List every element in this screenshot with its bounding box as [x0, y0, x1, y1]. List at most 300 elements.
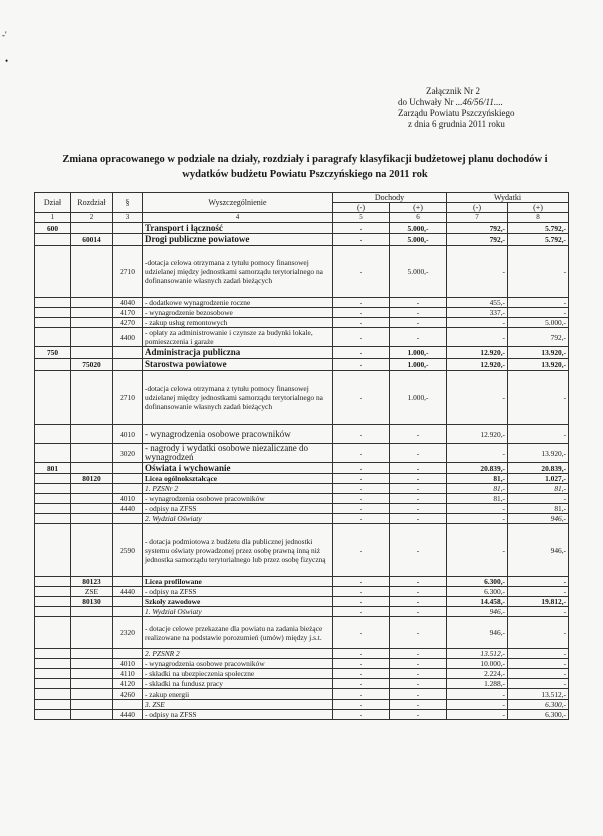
income-increase: -: [390, 524, 447, 577]
income-increase: -: [390, 484, 447, 494]
income-increase: -: [390, 514, 447, 524]
item-description: - nagrody i wydatki osobowe niezaliczane do wynagrodzeń: [143, 444, 333, 463]
table-row: [35, 318, 569, 328]
section-code: 750: [35, 347, 71, 359]
expense-increase: 13.512,-: [508, 689, 569, 700]
expense-decrease: 81,-: [447, 474, 508, 484]
expense-decrease: 20.839,-: [447, 463, 508, 474]
expense-increase: 13.920,-: [508, 359, 569, 371]
income-increase: -: [390, 444, 447, 463]
paragraph-code: 4040: [113, 298, 143, 308]
document-title: Zmiana opracowanego w podziale na działy, rozdziały i paragrafy klasyfikacji budżetowej planu dochodów i wydatków budżetu Powiatu Pszczyńskiego na 2011 rok: [62, 154, 548, 180]
income-increase: -: [390, 689, 447, 700]
section-code: [35, 484, 71, 494]
income-decrease: -: [333, 328, 390, 347]
income-increase: -: [390, 328, 447, 347]
table-row: [35, 514, 569, 524]
item-description: 2. PZSNR 2: [143, 649, 333, 659]
paragraph-code: 4440: [113, 587, 143, 597]
income-increase: 5.000,-: [390, 246, 447, 298]
item-description: - odpisy na ZFSS: [143, 504, 333, 514]
income-decrease: -: [333, 425, 390, 444]
income-decrease: -: [333, 617, 390, 649]
income-increase: -: [390, 308, 447, 318]
expense-decrease: -: [447, 318, 508, 328]
expense-increase: 792,-: [508, 328, 569, 347]
chapter-code: [71, 328, 113, 347]
expense-increase: -: [508, 371, 569, 425]
item-description: -dotacja celowa otrzymana z tytułu pomocy finansowej udzielanej między jednostkami samorządu terytorialnego na dofinansowanie własnych zadań bieżących: [143, 246, 333, 298]
table-row: [35, 679, 569, 689]
item-description: Drogi publiczne powiatowe: [143, 234, 333, 246]
expense-decrease: 12.920,-: [447, 359, 508, 371]
income-decrease: -: [333, 463, 390, 474]
item-description: 1. Wydział Oświaty: [143, 607, 333, 617]
income-decrease: -: [333, 371, 390, 425]
income-increase: -: [390, 494, 447, 504]
income-decrease: -: [333, 474, 390, 484]
section-code: [35, 246, 71, 298]
header-rozdzial: Rozdział: [71, 193, 113, 213]
expense-increase: -: [508, 494, 569, 504]
item-description: - odpisy na ZFSS: [143, 587, 333, 597]
table-row: [35, 587, 569, 597]
expense-decrease: 6.300,-: [447, 577, 508, 587]
chapter-code: [71, 710, 113, 720]
income-decrease: -: [333, 679, 390, 689]
item-description: - wynagrodzenia osobowe pracowników: [143, 494, 333, 504]
expense-decrease: -: [447, 444, 508, 463]
header-income-minus: (-): [333, 203, 390, 213]
chapter-code: [71, 444, 113, 463]
table-row: [35, 298, 569, 308]
chapter-code: [71, 318, 113, 328]
paragraph-code: 4010: [113, 425, 143, 444]
chapter-code: [71, 347, 113, 359]
expense-increase: 20.839,-: [508, 463, 569, 474]
expense-decrease: -: [447, 700, 508, 710]
expense-increase: -: [508, 298, 569, 308]
expense-increase: -: [508, 617, 569, 649]
section-code: [35, 689, 71, 700]
expense-increase: 13.920,-: [508, 347, 569, 359]
income-decrease: -: [333, 659, 390, 669]
expense-decrease: 792,-: [447, 223, 508, 234]
issuer-line: Zarządu Powiatu Pszczyńskiego: [398, 108, 515, 118]
chapter-code: 75020: [71, 359, 113, 371]
chapter-code: [71, 223, 113, 234]
expense-decrease: 13.512,-: [447, 649, 508, 659]
table-row: [35, 359, 569, 371]
header-income: Dochody: [333, 193, 447, 203]
income-decrease: -: [333, 494, 390, 504]
income-increase: -: [390, 679, 447, 689]
chapter-code: [71, 371, 113, 425]
paragraph-code: 2710: [113, 246, 143, 298]
expense-increase: 946,-: [508, 514, 569, 524]
item-description: Szkoły zawodowe: [143, 597, 333, 607]
item-description: - składki na fundusz pracy: [143, 679, 333, 689]
table-row: [35, 710, 569, 720]
paragraph-code: [113, 474, 143, 484]
table-row: [35, 617, 569, 649]
income-decrease: -: [333, 318, 390, 328]
chapter-code: 80130: [71, 597, 113, 607]
header-income-plus: (+): [390, 203, 447, 213]
section-code: [35, 700, 71, 710]
income-decrease: -: [333, 649, 390, 659]
paragraph-code: 4170: [113, 308, 143, 318]
date-line: z dnia 6 grudnia 2011 roku: [408, 119, 505, 129]
paragraph-code: 4120: [113, 679, 143, 689]
income-increase: -: [390, 607, 447, 617]
expense-decrease: 81,-: [447, 484, 508, 494]
income-decrease: -: [333, 444, 390, 463]
expense-increase: 81,-: [508, 504, 569, 514]
income-decrease: -: [333, 597, 390, 607]
table-row: [35, 607, 569, 617]
table-row: [35, 246, 569, 298]
section-code: [35, 298, 71, 308]
table-row: [35, 474, 569, 484]
income-increase: -: [390, 298, 447, 308]
item-description: Administracja publiczna: [143, 347, 333, 359]
column-index: 1: [35, 213, 71, 223]
income-decrease: -: [333, 246, 390, 298]
income-decrease: -: [333, 710, 390, 720]
section-code: [35, 359, 71, 371]
table-row: [35, 328, 569, 347]
expense-decrease: 12.920,-: [447, 347, 508, 359]
item-description: - dotacje celowe przekazane dla powiatu na zadania bieżące realizowane na podstawie porozumień (umów) między j.s.t.: [143, 617, 333, 649]
chapter-code: [71, 659, 113, 669]
budget-table: [34, 192, 569, 720]
paragraph-code: [113, 484, 143, 494]
section-code: [35, 371, 71, 425]
expense-decrease: 792,-: [447, 234, 508, 246]
income-increase: -: [390, 669, 447, 679]
paragraph-code: 2710: [113, 371, 143, 425]
paragraph-code: 4270: [113, 318, 143, 328]
income-decrease: -: [333, 484, 390, 494]
item-description: - wynagrodzenie bezosobowe: [143, 308, 333, 318]
paragraph-code: 2320: [113, 617, 143, 649]
item-description: Oświata i wychowanie: [143, 463, 333, 474]
income-decrease: -: [333, 577, 390, 587]
income-decrease: -: [333, 514, 390, 524]
table-row: [35, 444, 569, 463]
income-increase: -: [390, 587, 447, 597]
expense-increase: 6.300,-: [508, 700, 569, 710]
section-code: [35, 577, 71, 587]
expense-decrease: -: [447, 246, 508, 298]
income-increase: -: [390, 504, 447, 514]
paragraph-code: [113, 649, 143, 659]
expense-increase: -: [508, 679, 569, 689]
item-description: Licea ogólnokształcące: [143, 474, 333, 484]
paragraph-code: 4110: [113, 669, 143, 679]
paragraph-code: [113, 359, 143, 371]
table-row: [35, 524, 569, 577]
column-index: 6: [390, 213, 447, 223]
column-index: 5: [333, 213, 390, 223]
column-index-row: [35, 213, 569, 223]
expense-increase: 5.000,-: [508, 318, 569, 328]
income-increase: -: [390, 474, 447, 484]
paragraph-code: [113, 607, 143, 617]
item-description: 2. Wydział Oświaty: [143, 514, 333, 524]
expense-increase: 13.920,-: [508, 444, 569, 463]
section-code: [35, 474, 71, 484]
expense-increase: 19.812,-: [508, 597, 569, 607]
expense-increase: -: [508, 669, 569, 679]
expense-decrease: 337,-: [447, 308, 508, 318]
column-index: 8: [508, 213, 569, 223]
paragraph-code: [113, 234, 143, 246]
expense-increase: 6.300,-: [508, 710, 569, 720]
expense-decrease: 12.920,-: [447, 425, 508, 444]
expense-decrease: 1.288,-: [447, 679, 508, 689]
section-code: [35, 669, 71, 679]
paragraph-code: 4260: [113, 689, 143, 700]
table-row: [35, 700, 569, 710]
section-code: [35, 659, 71, 669]
expense-decrease: -: [447, 371, 508, 425]
expense-increase: -: [508, 649, 569, 659]
income-increase: -: [390, 597, 447, 607]
expense-decrease: -: [447, 689, 508, 700]
income-increase: -: [390, 463, 447, 474]
section-code: [35, 617, 71, 649]
expense-increase: 5.792,-: [508, 234, 569, 246]
section-code: [35, 597, 71, 607]
paragraph-code: 4010: [113, 659, 143, 669]
income-decrease: -: [333, 607, 390, 617]
expense-decrease: 81,-: [447, 494, 508, 504]
table-row: [35, 577, 569, 587]
paragraph-code: 2590: [113, 524, 143, 577]
table-row: [35, 371, 569, 425]
expense-decrease: 10.000,-: [447, 659, 508, 669]
paragraph-code: [113, 514, 143, 524]
item-description: - składki na ubezpieczenia społeczne: [143, 669, 333, 679]
paragraph-code: [113, 347, 143, 359]
chapter-code: [71, 308, 113, 318]
income-decrease: -: [333, 347, 390, 359]
chapter-code: [71, 649, 113, 659]
income-decrease: -: [333, 504, 390, 514]
expense-increase: 5.792,-: [508, 223, 569, 234]
item-description: - dotacja podmiotowa z budżetu dla publicznej jednostki systemu oświaty prowadzonej przez osobę prawną inną niż jednostka samorządu terytorialnego lub przez osobę fizyczną: [143, 524, 333, 577]
table-row: [35, 308, 569, 318]
chapter-code: [71, 689, 113, 700]
item-description: - opłaty za administrowanie i czynsze za budynki lokale, pomieszczenia i garaże: [143, 328, 333, 347]
paragraph-code: [113, 597, 143, 607]
item-description: - zakup energii: [143, 689, 333, 700]
section-code: [35, 318, 71, 328]
chapter-code: [71, 246, 113, 298]
expense-increase: -: [508, 577, 569, 587]
chapter-code: ZSE: [71, 587, 113, 597]
expense-increase: -: [508, 587, 569, 597]
chapter-code: 80123: [71, 577, 113, 587]
margin-mark-middle: •: [5, 56, 9, 66]
income-increase: 1.000,-: [390, 347, 447, 359]
chapter-code: [71, 679, 113, 689]
table-row: [35, 669, 569, 679]
chapter-code: [71, 494, 113, 504]
income-increase: -: [390, 700, 447, 710]
header-expenses: Wydatki: [447, 193, 569, 203]
section-code: [35, 587, 71, 597]
annex-header: [380, 86, 580, 130]
expense-increase: 1.027,-: [508, 474, 569, 484]
expense-increase: -: [508, 246, 569, 298]
income-increase: 1.000,-: [390, 359, 447, 371]
item-description: - odpisy na ZFSS: [143, 710, 333, 720]
expense-decrease: 455,-: [447, 298, 508, 308]
paragraph-code: 4400: [113, 328, 143, 347]
chapter-code: [71, 607, 113, 617]
income-increase: 5.000,-: [390, 234, 447, 246]
column-index: 4: [143, 213, 333, 223]
chapter-code: [71, 425, 113, 444]
section-code: [35, 649, 71, 659]
expense-decrease: 946,-: [447, 617, 508, 649]
section-code: 801: [35, 463, 71, 474]
margin-mark-top: -': [2, 30, 7, 40]
section-code: [35, 504, 71, 514]
resolution-line: do Uchwały Nr ...46/56/11....: [398, 97, 503, 107]
income-increase: -: [390, 318, 447, 328]
income-decrease: -: [333, 234, 390, 246]
expense-increase: -: [508, 308, 569, 318]
income-increase: -: [390, 710, 447, 720]
income-decrease: -: [333, 223, 390, 234]
income-increase: -: [390, 425, 447, 444]
expense-decrease: -: [447, 524, 508, 577]
expense-increase: -: [508, 659, 569, 669]
income-increase: -: [390, 617, 447, 649]
table-row: [35, 649, 569, 659]
item-description: 1. PZSNr 2: [143, 484, 333, 494]
table-row: [35, 234, 569, 246]
column-index: 3: [113, 213, 143, 223]
section-code: [35, 524, 71, 577]
chapter-code: [71, 484, 113, 494]
income-decrease: -: [333, 689, 390, 700]
paragraph-code: [113, 223, 143, 234]
income-increase: -: [390, 577, 447, 587]
table-row: [35, 597, 569, 607]
chapter-code: [71, 504, 113, 514]
income-increase: 5.000,-: [390, 223, 447, 234]
expense-decrease: 946,-: [447, 607, 508, 617]
column-index: 2: [71, 213, 113, 223]
paragraph-code: 4010: [113, 494, 143, 504]
chapter-code: [71, 298, 113, 308]
item-description: - dodatkowe wynagrodzenie roczne: [143, 298, 333, 308]
expense-decrease: -: [447, 710, 508, 720]
item-description: Licea profilowane: [143, 577, 333, 587]
expense-decrease: 14.458,-: [447, 597, 508, 607]
chapter-code: [71, 514, 113, 524]
chapter-code: [71, 669, 113, 679]
income-decrease: -: [333, 587, 390, 597]
annex-number: Załącznik Nr 2: [426, 86, 480, 96]
header-expenses-minus: (-): [447, 203, 508, 213]
income-decrease: -: [333, 669, 390, 679]
income-increase: 1.000,-: [390, 371, 447, 425]
income-decrease: -: [333, 524, 390, 577]
chapter-code: [71, 524, 113, 577]
section-code: [35, 234, 71, 246]
paragraph-code: 3020: [113, 444, 143, 463]
income-decrease: -: [333, 308, 390, 318]
expense-increase: -: [508, 425, 569, 444]
income-decrease: -: [333, 298, 390, 308]
section-code: [35, 425, 71, 444]
chapter-code: [71, 463, 113, 474]
section-code: [35, 328, 71, 347]
paragraph-code: [113, 577, 143, 587]
section-code: [35, 308, 71, 318]
item-description: - zakup usług remontowych: [143, 318, 333, 328]
section-code: [35, 679, 71, 689]
table-row: [35, 347, 569, 359]
expense-decrease: 6.300,-: [447, 587, 508, 597]
item-description: - wynagrodzenia osobowe pracowników: [143, 659, 333, 669]
section-code: [35, 710, 71, 720]
paragraph-code: [113, 700, 143, 710]
section-code: [35, 494, 71, 504]
header-paragraph: §: [113, 193, 143, 213]
income-decrease: -: [333, 700, 390, 710]
expense-decrease: -: [447, 504, 508, 514]
header-expenses-plus: (+): [508, 203, 569, 213]
table-row: [35, 659, 569, 669]
table-row: [35, 689, 569, 700]
table-row: [35, 504, 569, 514]
table-row: [35, 425, 569, 444]
expense-decrease: -: [447, 328, 508, 347]
expense-increase: 81,-: [508, 484, 569, 494]
expense-increase: -: [508, 607, 569, 617]
section-code: 600: [35, 223, 71, 234]
expense-decrease: -: [447, 514, 508, 524]
income-increase: -: [390, 649, 447, 659]
item-description: 3. ZSE: [143, 700, 333, 710]
income-increase: -: [390, 659, 447, 669]
section-code: [35, 514, 71, 524]
table-row: [35, 484, 569, 494]
resolution-number: ...46/56/11....: [455, 97, 503, 107]
item-description: Starostwa powiatowe: [143, 359, 333, 371]
paragraph-code: [113, 463, 143, 474]
item-description: -dotacja celowa otrzymana z tytułu pomocy finansowej udzielanej między jednostkami samorządu terytorialnego na dofinansowanie własnych zadań bieżących: [143, 371, 333, 425]
item-description: Transport i łączność: [143, 223, 333, 234]
paragraph-code: 4440: [113, 710, 143, 720]
expense-increase: 946,-: [508, 524, 569, 577]
chapter-code: 60014: [71, 234, 113, 246]
item-description: - wynagrodzenia osobowe pracowników: [143, 425, 333, 444]
table-row: [35, 494, 569, 504]
header-description: Wyszczególnienie: [143, 193, 333, 213]
chapter-code: 80120: [71, 474, 113, 484]
paragraph-code: 4440: [113, 504, 143, 514]
chapter-code: [71, 617, 113, 649]
section-code: [35, 444, 71, 463]
